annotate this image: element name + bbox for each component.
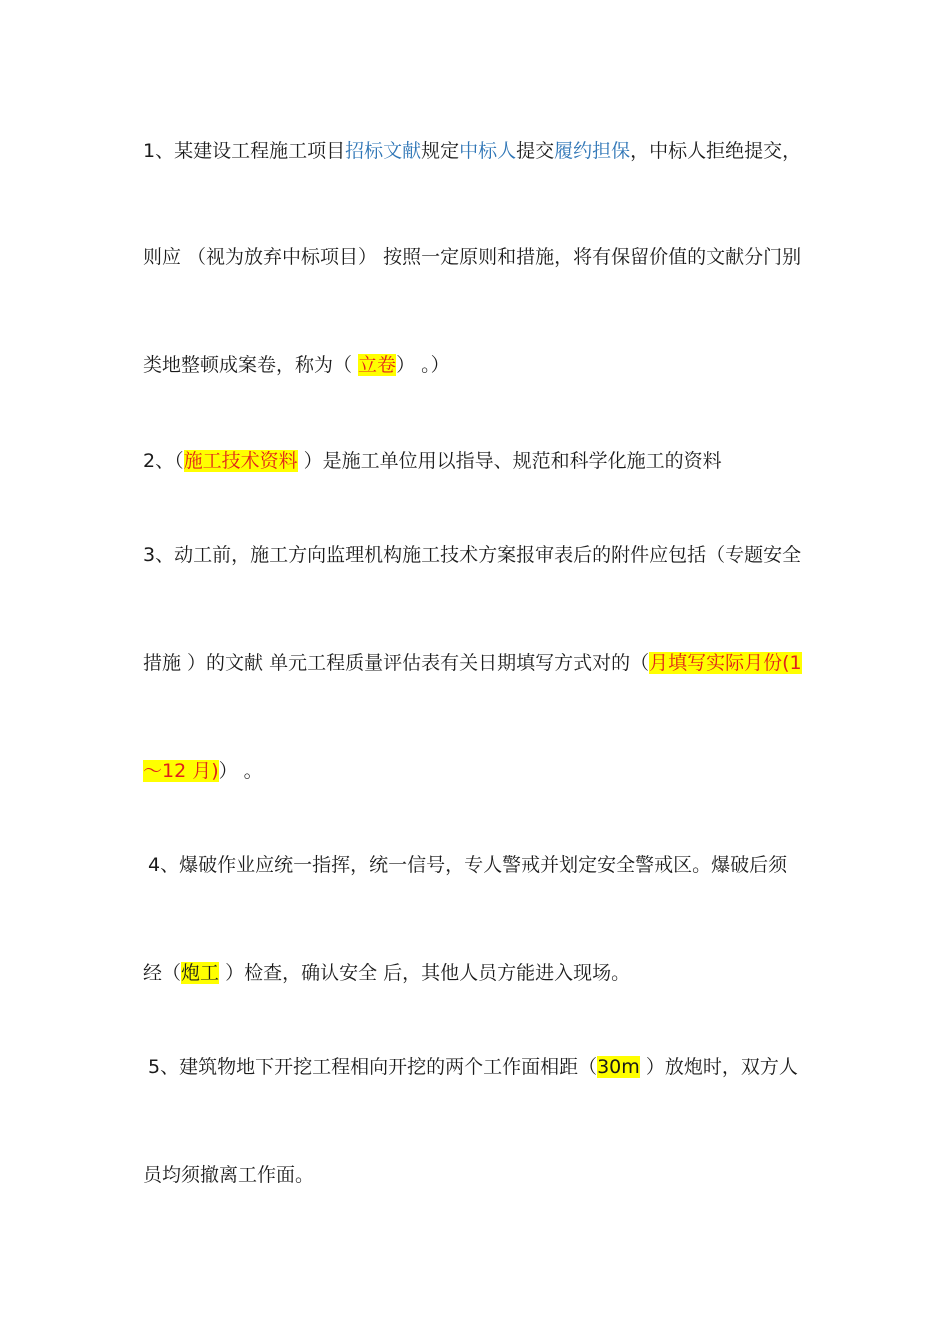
q1-term-bidding-document: 招标文献 <box>345 140 422 162</box>
q3-answer-highlight-part-1: 月填写实际月份(1 <box>649 652 802 674</box>
q3-line-3-text-b: ） 。 <box>218 760 263 782</box>
q3-line-2 <box>143 650 823 676</box>
q1-text-e: 提交 <box>516 140 555 162</box>
q2-answer-highlight: 施工技术资料 <box>183 450 298 472</box>
q1-text-c: 规定 <box>421 140 460 162</box>
q5-line-2-text: 员均须撤离工作面。 <box>143 1164 315 1186</box>
q3-line-1-text: 3、动工前，施工方向监理机构施工技术方案报审表后的附件应包括（专题安全 <box>143 544 802 566</box>
q4-answer-highlight: 炮工 <box>181 962 220 984</box>
q3-answer-highlight-part-2: ～12 月) <box>143 760 219 782</box>
q3-line-2-text-a: 措施 ）的文献 单元工程质量评估表有关日期填写方式对的（ <box>143 652 650 674</box>
q1-line-1 <box>143 138 823 164</box>
q1-answer-highlight: 立卷 <box>358 354 397 376</box>
q1-line-2-text: 则应 （视为放弃中标项目） 按照一定原则和措施，将有保留价值的文献分门别 <box>143 246 802 268</box>
q4-line-2 <box>143 960 823 986</box>
q3-line-3 <box>143 758 823 784</box>
q4-line-2-text-a: 经（ <box>143 962 182 984</box>
q4-line-2-text-b: ）检查，确认安全 后，其他人员方能进入现场。 <box>219 962 631 984</box>
q1-line-3 <box>143 352 823 378</box>
q4-line-1-text: 4、爆破作业应统一指挥，统一信号，专人警戒并划定安全警戒区。爆破后须 <box>148 854 788 876</box>
q3-line-1 <box>143 542 823 568</box>
q5-line-1-text-a: 5、建筑物地下开挖工程相向开挖的两个工作面相距（ <box>148 1056 598 1078</box>
q1-line-3-text-b: ） 。） <box>396 354 450 376</box>
q5-line-1-text-b: ）放炮时，双方人 <box>639 1056 798 1078</box>
q1-line-3-text-a: 类地整顿成案卷，称为（ <box>143 354 359 376</box>
q1-text-g: ，中标人拒绝提交， <box>630 140 802 162</box>
q1-term-winning-bidder: 中标人 <box>459 140 517 162</box>
q2-text-b: ）是施工单位用以指导、规范和科学化施工的资料 <box>297 450 722 472</box>
q4-line-1 <box>148 852 828 878</box>
q5-line-1 <box>148 1054 828 1080</box>
q2-text-a: 2、（ <box>143 450 184 472</box>
q1-term-performance-bond: 履约担保 <box>554 140 631 162</box>
q5-line-2 <box>143 1162 823 1188</box>
q1-text-a: 1、某建设工程施工项目 <box>143 140 346 162</box>
q2-line-1 <box>143 448 823 474</box>
q1-line-2 <box>143 244 823 270</box>
q5-answer-highlight: 30m <box>597 1056 640 1078</box>
